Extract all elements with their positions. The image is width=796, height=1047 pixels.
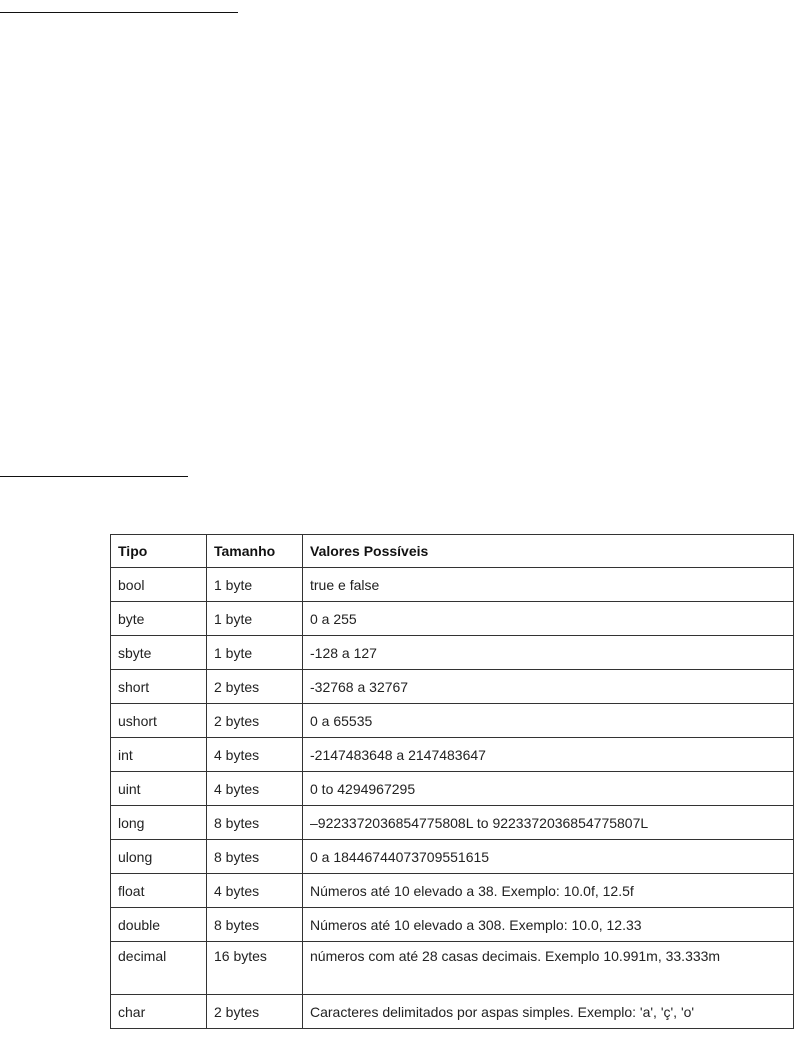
cell-tamanho: 2 bytes <box>207 704 303 738</box>
cell-valores: 0 a 255 <box>303 602 794 636</box>
header-tipo: Tipo <box>111 535 207 568</box>
header-valores-possiveis: Valores Possíveis <box>303 535 794 568</box>
table-row <box>111 738 794 772</box>
cell-tamanho: 4 bytes <box>207 874 303 908</box>
cell-tipo: bool <box>111 568 207 602</box>
table-row <box>111 874 794 908</box>
cell-tipo: char <box>111 995 207 1029</box>
cell-tamanho: 1 byte <box>207 568 303 602</box>
cell-tipo: ushort <box>111 704 207 738</box>
table-row <box>111 636 794 670</box>
header-tamanho: Tamanho <box>207 535 303 568</box>
cell-tipo: sbyte <box>111 636 207 670</box>
cell-tipo: long <box>111 806 207 840</box>
table-row <box>111 670 794 704</box>
table-row <box>111 942 794 995</box>
cell-tamanho: 1 byte <box>207 636 303 670</box>
cell-tipo: decimal <box>111 942 207 995</box>
cell-tipo: uint <box>111 772 207 806</box>
heading-underline-top <box>0 12 238 13</box>
cell-valores: -32768 a 32767 <box>303 670 794 704</box>
cell-tamanho: 16 bytes <box>207 942 303 995</box>
heading-underline-middle <box>0 476 188 477</box>
table-row <box>111 568 794 602</box>
table-row <box>111 704 794 738</box>
cell-tamanho: 8 bytes <box>207 908 303 942</box>
cell-tipo: byte <box>111 602 207 636</box>
cell-tamanho: 4 bytes <box>207 772 303 806</box>
cell-tamanho: 8 bytes <box>207 806 303 840</box>
table-header-row <box>111 535 794 568</box>
cell-tipo: int <box>111 738 207 772</box>
cell-valores: Números até 10 elevado a 38. Exemplo: 10.0f, 12.5f <box>303 874 794 908</box>
cell-valores: 0 a 65535 <box>303 704 794 738</box>
cell-tamanho: 2 bytes <box>207 670 303 704</box>
cell-valores: true e false <box>303 568 794 602</box>
table-row <box>111 995 794 1029</box>
cell-tipo: float <box>111 874 207 908</box>
cell-valores: -128 a 127 <box>303 636 794 670</box>
cell-valores: –9223372036854775808L to 9223372036854775807L <box>303 806 794 840</box>
cell-valores: -2147483648 a 2147483647 <box>303 738 794 772</box>
cell-tamanho: 8 bytes <box>207 840 303 874</box>
cell-tamanho: 2 bytes <box>207 995 303 1029</box>
cell-tipo: short <box>111 670 207 704</box>
table-row <box>111 908 794 942</box>
cell-tamanho: 1 byte <box>207 602 303 636</box>
cell-valores: números com até 28 casas decimais. Exemplo 10.991m, 33.333m <box>303 942 794 995</box>
table-row <box>111 772 794 806</box>
table-row <box>111 602 794 636</box>
cell-tamanho: 4 bytes <box>207 738 303 772</box>
cell-valores: 0 a 18446744073709551615 <box>303 840 794 874</box>
data-types-table <box>110 534 794 1029</box>
cell-valores: Caracteres delimitados por aspas simples. Exemplo: 'a', 'ç', 'o' <box>303 995 794 1029</box>
cell-valores: 0 to 4294967295 <box>303 772 794 806</box>
cell-valores: Números até 10 elevado a 308. Exemplo: 10.0, 12.33 <box>303 908 794 942</box>
table-row <box>111 806 794 840</box>
cell-tipo: double <box>111 908 207 942</box>
cell-tipo: ulong <box>111 840 207 874</box>
table-row <box>111 840 794 874</box>
